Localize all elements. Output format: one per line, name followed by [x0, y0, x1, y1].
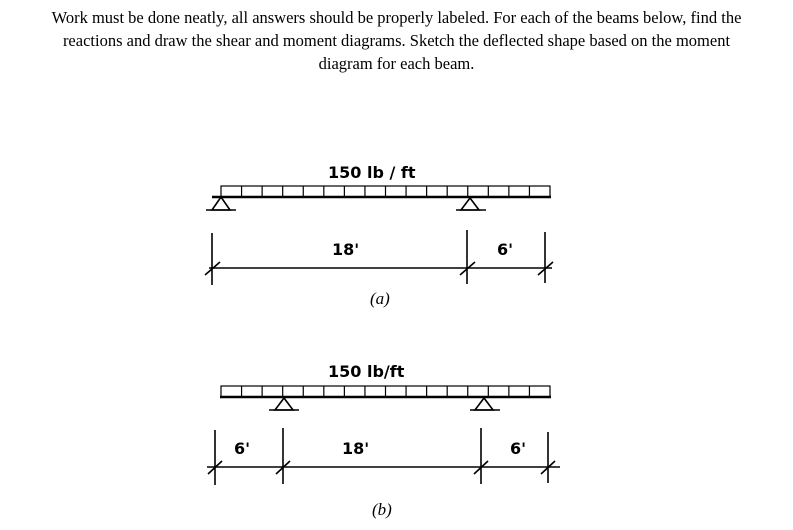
- beam-b-caption: (b): [372, 500, 392, 519]
- instructions-line-1: Work must be done neatly, all answers should be properly labeled. For each of the beams below, find the: [51, 8, 742, 27]
- beam-a-caption: (a): [370, 289, 390, 308]
- beam-b-load-label: 150 lb/ft: [328, 362, 405, 381]
- beam-b-figure: [207, 362, 560, 519]
- beam-b-right-overhang-label: 6': [510, 439, 527, 458]
- beam-a-span-label: 18': [332, 240, 360, 259]
- instructions-line-3: diagram for each beam.: [318, 54, 475, 73]
- instructions-line-2: reactions and draw the shear and moment diagrams. Sketch the deflected shape based on the moment: [62, 31, 731, 50]
- beam-a-overhang-label: 6': [497, 240, 514, 259]
- beam-b-dimension-line: [207, 428, 560, 485]
- beam-b-left-pin-support: [269, 398, 299, 410]
- beam-b-distributed-load: [221, 386, 550, 397]
- beam-a-right-pin-support: [456, 198, 486, 210]
- beam-a-figure: [205, 163, 553, 308]
- beam-a-load-label: 150 lb / ft: [328, 163, 416, 182]
- beam-b-right-pin-support: [470, 398, 500, 410]
- beam-b-left-overhang-label: 6': [234, 439, 251, 458]
- beam-b-span-label: 18': [342, 439, 370, 458]
- beam-a-left-pin-support: [206, 197, 236, 210]
- beam-a-distributed-load: [221, 186, 550, 197]
